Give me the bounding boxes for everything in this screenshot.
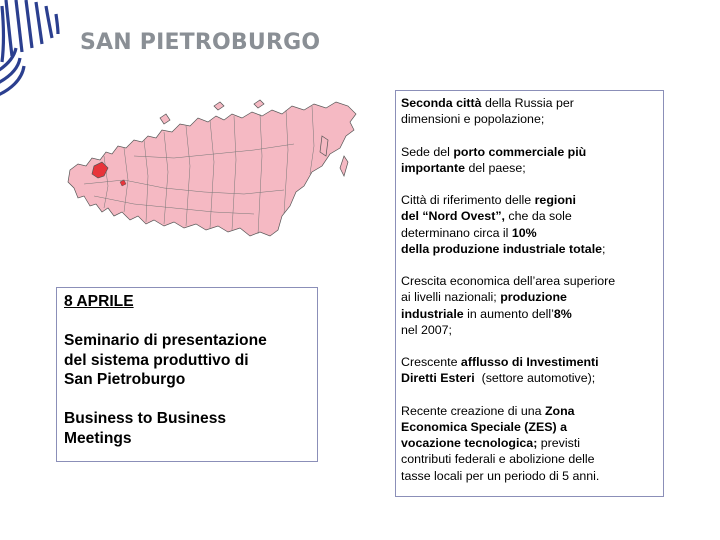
event-line: del sistema produttivo di xyxy=(64,351,249,369)
info-paragraph: Sede del porto commerciale più importante del paese; xyxy=(401,144,587,175)
event-box xyxy=(56,287,318,462)
info-paragraph: Crescita economica dell’area superiore ai livelli nazionali; produzione industriale in aumento dell’8% nel 2007; xyxy=(401,274,616,337)
info-paragraph: Città di riferimento delle regioni del “Nord Ovest”, che da sole determinano circa il 10% della produzione industriale totale; xyxy=(401,193,606,256)
event-line: Meetings xyxy=(64,429,132,447)
info-paragraph: Recente creazione di una Zona Economica Speciale (ZES) a vocazione tecnologica; previsti contributi federali e abolizione delle tasse locali per un periodo di 5 anni. xyxy=(401,403,600,483)
info-paragraph: Crescente afflusso di Investimenti Diretti Esteri (settore automotive); xyxy=(401,355,599,386)
confindustria-logo-icon xyxy=(0,0,60,108)
russia-map-icon xyxy=(64,96,360,256)
event-line: San Pietroburgo xyxy=(64,371,186,388)
page-title: SAN PIETROBURGO xyxy=(80,30,321,55)
event-date: 8 APRILE xyxy=(64,293,134,310)
event-line: Seminario di presentazione xyxy=(64,332,267,349)
info-box xyxy=(395,90,664,497)
event-line: Business to Business xyxy=(64,410,227,427)
info-paragraph: Seconda città della Russia per dimensioni e popolazione; xyxy=(401,96,574,127)
